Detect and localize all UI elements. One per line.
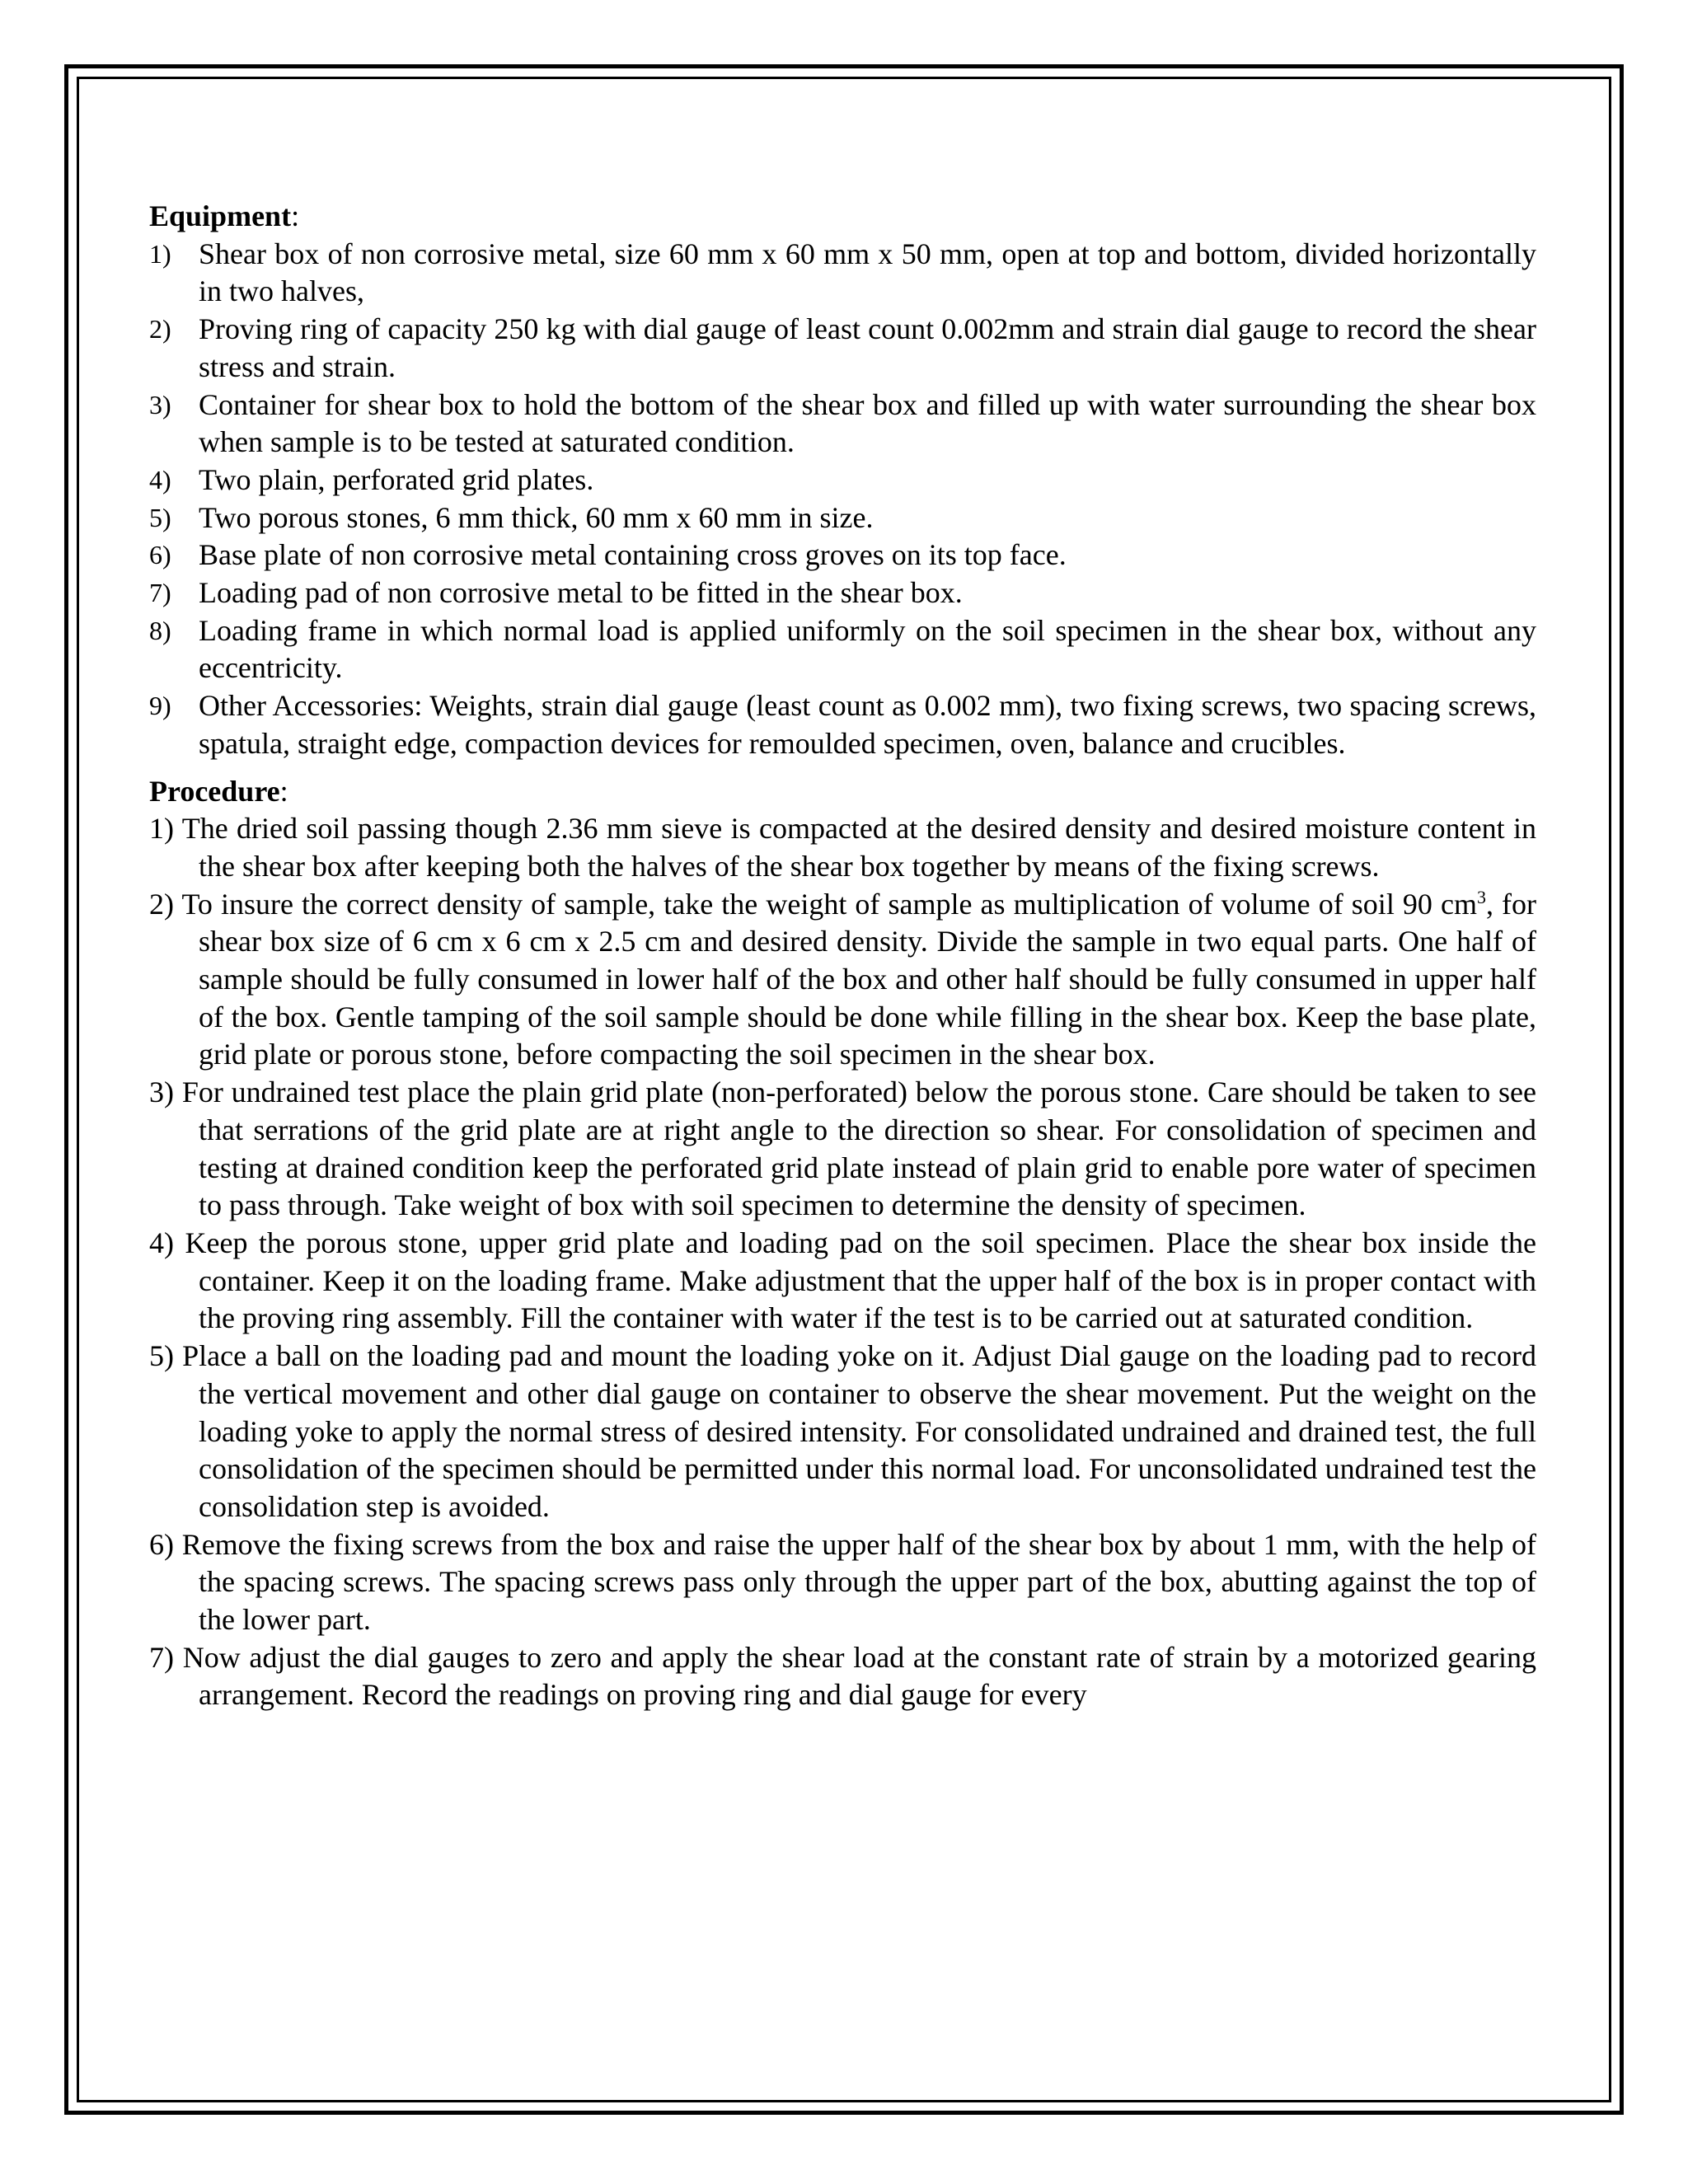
equipment-item [149,462,1536,499]
procedure-step-text: To insure the correct density of sample, take the weight of sample as multiplication of volume of soil 90 cm [181,887,1477,921]
equipment-item-number: 7) [149,578,171,608]
procedure-step-text: For undrained test place the plain grid plate (non-perforated) below the porous stone. Care should be taken to see that serrations of the grid plate are at right angle to the direction so shear. For consolidation of specimen and testing at drained condition keep the perforated grid plate instead of plain grid to enable pore water of specimen to pass through. Take weight of box with soil specimen to determine the density of specimen. [181,1076,1537,1222]
equipment-heading-text: Equipment [149,199,292,232]
equipment-item [149,537,1536,574]
equipment-item [149,311,1536,386]
equipment-item-text: Container for shear box to hold the bottom of the shear box and filled up with water surrounding the shear box when sample is to be tested at saturated condition. [199,387,1536,459]
procedure-step-number: 5) [149,1339,174,1373]
procedure-step [149,1338,1536,1526]
equipment-item [149,574,1536,612]
procedure-step [149,1526,1536,1639]
procedure-step [149,1225,1536,1338]
superscript-3: 3 [1476,886,1486,907]
procedure-step-text: Remove the fixing screws from the box and raise the upper half of the shear box by about 1 mm, with the help of the spacing screws. The spacing screws pass only through the upper part of the box, abutting against the top of the lower part. [181,1527,1537,1637]
equipment-item [149,687,1536,762]
equipment-item [149,387,1536,462]
equipment-item [149,499,1536,537]
equipment-item-text: Loading frame in which normal load is applied uniformly on the soil specimen in the shear box, without any eccentricity. [199,613,1536,685]
procedure-step-text: The dried soil passing though 2.36 mm sieve is compacted at the desired density and desired moisture content in the shear box after keeping both the halves of the shear box together by means of the fixing screws. [181,812,1536,883]
procedure-step-number: 3) [149,1076,174,1109]
procedure-step [149,810,1536,885]
procedure-step-number: 2) [149,887,174,921]
equipment-item-text: Base plate of non corrosive metal containing cross groves on its top face. [199,538,1067,572]
procedure-step-text-cont: , for shear box size of 6 cm x 6 cm x 2.5 cm and desired density. Divide the sample in two equal parts. One half of sample should be fully consumed in lower half of the box and other half should be fully consumed in upper half of the box. Gentle tamping of the soil sample should be done while filling in the shear box. Keep the base plate, grid plate or porous stone, before compacting the soil specimen in the shear box. [199,887,1537,1071]
equipment-list [149,236,1536,763]
equipment-item-number: 5) [149,502,171,532]
procedure-list [149,810,1536,1714]
equipment-item-number: 9) [149,691,171,721]
procedure-step [149,1639,1536,1714]
equipment-item-text: Other Accessories: Weights, strain dial gauge (least count as 0.002 mm), two fixing screws, two spacing screws, spatula, straight edge, compaction devices for remoulded specimen, oven, balance and crucibles. [199,689,1536,760]
procedure-heading-text: Procedure [149,774,280,808]
procedure-step-text: Place a ball on the loading pad and mount the loading yoke on it. Adjust Dial gauge on the loading pad to record the vertical movement and other dial gauge on container to observe the shear movement. Put the weight on the loading yoke to apply the normal stress of desired intensity. For consolidated undrained and drained test, the full consolidation of the specimen should be permitted under this normal load. For unconsolidated undrained test the consolidation step is avoided. [182,1339,1536,1523]
procedure-step [149,1074,1536,1225]
equipment-item-number: 4) [149,464,171,494]
equipment-item-text: Two porous stones, 6 mm thick, 60 mm x 60 mm in size. [199,500,874,534]
procedure-step [149,886,1536,1075]
equipment-item-number: 8) [149,615,171,645]
equipment-item-number: 6) [149,540,171,570]
equipment-item-text: Shear box of non corrosive metal, size 60 mm x 60 mm x 50 mm, open at top and bottom, divided horizontally in two halves, [199,237,1536,308]
procedure-heading-colon: : [279,774,288,808]
procedure-step-number: 1) [149,812,174,846]
procedure-step-number: 4) [149,1226,174,1259]
equipment-item-number: 1) [149,238,171,269]
procedure-step-number: 7) [149,1640,174,1674]
equipment-heading [149,198,1536,236]
equipment-item-text: Loading pad of non corrosive metal to be fitted in the shear box. [199,576,963,610]
equipment-heading-colon: : [291,199,300,232]
procedure-heading [149,773,1536,811]
equipment-item [149,236,1536,311]
equipment-item-text: Proving ring of capacity 250 kg with dial gauge of least count 0.002mm and strain dial gauge to record the shear stress and strain. [199,312,1536,383]
equipment-item [149,612,1536,687]
procedure-step-number: 6) [149,1527,174,1561]
equipment-item-number: 3) [149,389,171,419]
procedure-step-text: Keep the porous stone, upper grid plate and loading pad on the soil specimen. Place the shear box inside the container. Keep it on the loading frame. Make adjustment that the upper half of the box is in proper contact with the proving ring assembly. Fill the container with water if the test is to be carried out at saturated condition. [185,1226,1537,1335]
page-content [149,198,1536,1714]
equipment-item-number: 2) [149,314,171,344]
procedure-step-text: Now adjust the dial gauges to zero and apply the shear load at the constant rate of strain by a motorized gearing arrangement. Record the readings on proving ring and dial gauge for every [182,1640,1537,1712]
equipment-item-text: Two plain, perforated grid plates. [199,462,594,496]
